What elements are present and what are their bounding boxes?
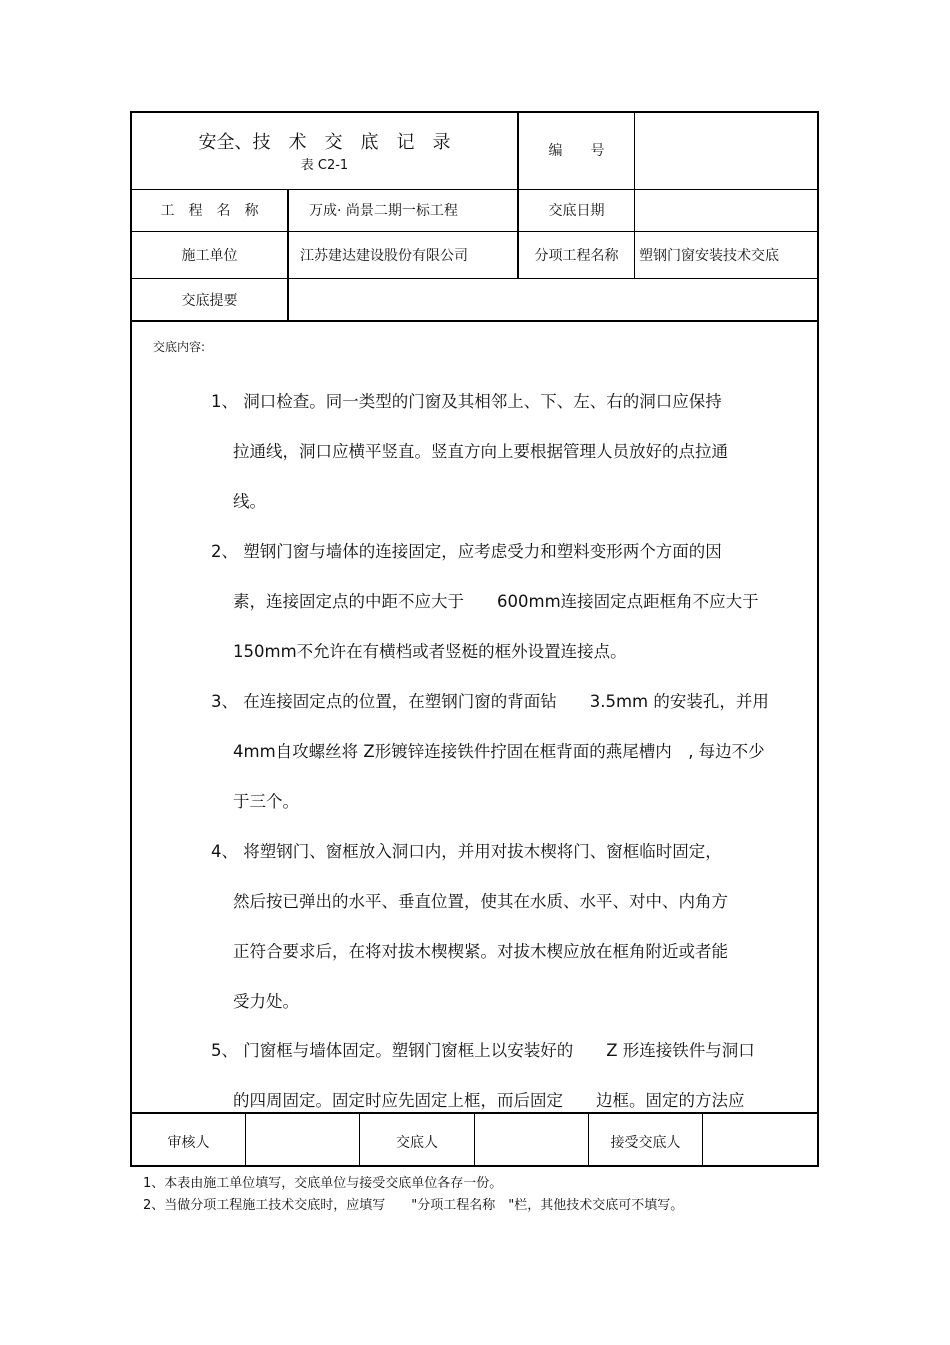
form-number: 表 C2-1 xyxy=(300,158,349,173)
col-divider xyxy=(474,1112,475,1166)
content-line: 于三个。 xyxy=(233,792,299,811)
content-line: 4mm自攻螺丝将 Z形镀锌连接铁件拧固在框背面的燕尾槽内 , 每边不少 xyxy=(233,742,765,761)
unit-label: 施工单位 xyxy=(181,248,238,264)
content-line: 正符合要求后，在将对拔木楔楔紧。对拔木楔应放在框角附近或者能 xyxy=(233,942,728,961)
discloser-label: 交底人 xyxy=(396,1135,438,1151)
date-label: 交底日期 xyxy=(548,203,605,219)
content-line: 素，连接固定点的中距不应大于 600mm连接固定点距框角不应大于 xyxy=(233,592,759,611)
content-line: 5、 门窗框与墙体固定。塑钢门窗框上以安装好的 Z 形连接铁件与洞口 xyxy=(211,1041,755,1060)
unit-value: 江苏建达建设股份有限公司 xyxy=(300,248,468,264)
reviewer-label: 审核人 xyxy=(167,1135,210,1151)
table-border-left xyxy=(130,111,132,1167)
receiver-label: 接受交底人 xyxy=(610,1135,681,1151)
content-line: 2、 塑钢门窗与墙体的连接固定，应考虑受力和塑料变形两个方面的因 xyxy=(211,542,722,561)
content-line: 4、 将塑钢门、窗框放入洞口内，并用对拔木楔将门、窗框临时固定， xyxy=(211,842,722,861)
row-divider xyxy=(130,278,819,279)
col-divider xyxy=(245,1112,246,1166)
col-divider xyxy=(634,111,635,279)
project-name-value: 万成· 尚景二期一标工程 xyxy=(309,203,458,219)
content-line: 受力处。 xyxy=(233,992,299,1011)
table-border-top xyxy=(130,111,819,113)
number-label: 编 号 xyxy=(548,143,605,159)
col-divider xyxy=(287,189,289,322)
col-divider xyxy=(702,1112,703,1166)
subproject-label: 分项工程名称 xyxy=(534,248,619,264)
content-line: 线。 xyxy=(233,492,266,511)
project-name-label: 工 程 名 称 xyxy=(160,203,259,219)
content-line: 然后按已弹出的水平、垂直位置，使其在水质、水平、对中、内角方 xyxy=(233,892,728,911)
content-line: 3、 在连接固定点的位置，在塑钢门窗的背面钻 3.5mm 的安装孔，并用 xyxy=(211,692,769,711)
row-divider xyxy=(130,189,819,190)
content-line: 150mm不允许在有横档或者竖梃的框外设置连接点。 xyxy=(233,642,627,661)
summary-label: 交底提要 xyxy=(181,293,238,309)
content-line: 的四周固定。固定时应先固定上框，而后固定 边框。固定的方法应 xyxy=(233,1091,745,1110)
content-line: 拉通线，洞口应横平竖直。竖直方向上要根据管理人员放好的点拉通 xyxy=(233,442,728,461)
content-line: 1、 洞口检查。同一类型的门窗及其相邻上、下、左、右的洞口应保持 xyxy=(211,392,722,411)
table-border-right xyxy=(817,111,819,1167)
row-divider xyxy=(130,231,819,232)
subproject-value: 塑钢门窗安装技术交底 xyxy=(639,248,779,264)
content-label: 交底内容: xyxy=(153,340,206,354)
footnote: 1、本表由施工单位填写，交底单位与接受交底单位各存一份。 xyxy=(143,1176,503,1191)
form-title: 安全、技 术 交 底 记 录 xyxy=(198,132,451,153)
footnote: 2、当做分项工程施工技术交底时，应填写 "分项工程名称 "栏，其他技术交底可不填写。 xyxy=(143,1198,684,1213)
row-divider xyxy=(130,320,819,322)
